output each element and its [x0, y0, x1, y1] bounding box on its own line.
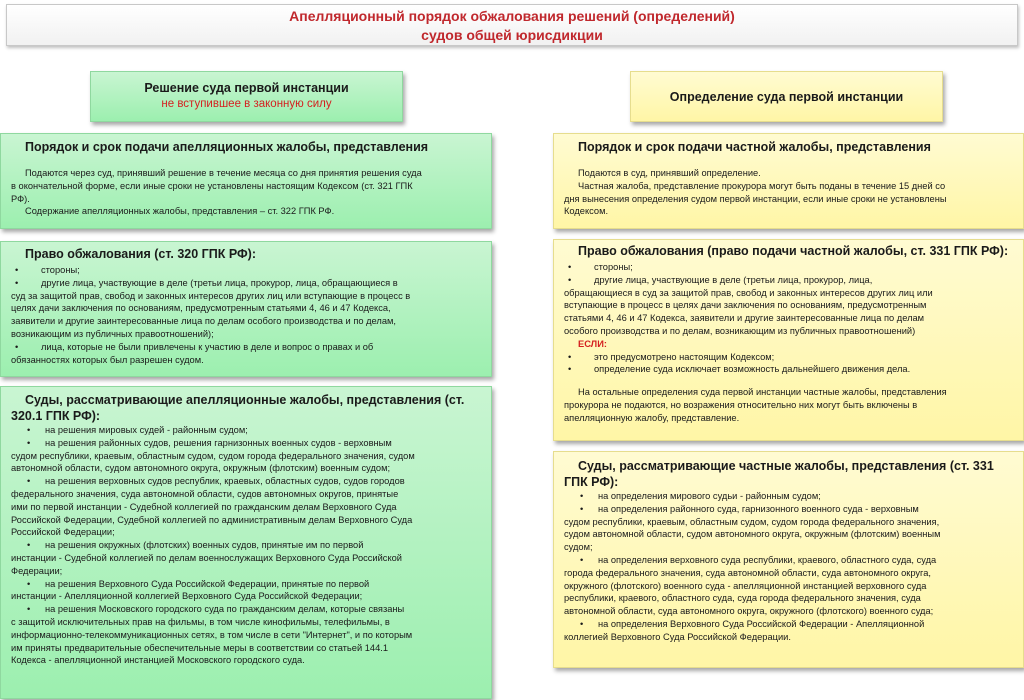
heading-line: Суды, рассматривающие апелляционные жалобы, представления (ст.	[25, 393, 465, 407]
text-line: обязанностях которых был разрешен судом.	[11, 354, 204, 365]
text-line: Российской Федерации, Судебной коллегией по административным делам Верховного Суда	[11, 514, 413, 525]
left-courts-box	[0, 386, 492, 699]
text-line: Федерации;	[11, 565, 63, 576]
list-item: • стороны;	[564, 261, 1013, 274]
right-order-heading: Порядок и срок подачи частной жалобы, представления	[578, 140, 931, 154]
right-order-text	[564, 167, 1013, 218]
text-line: Частная жалоба, представление прокурора могут быть поданы в течение 15 дней со	[578, 180, 946, 191]
list-item: • на определения районного суда, гарнизонного военного суда - верховным	[564, 503, 1013, 516]
text-line: автономной области, суда автономного округа, окружного (флотского) военного суда;	[564, 606, 934, 617]
right-courts-heading	[564, 458, 1013, 490]
heading-line: Суды, рассматривающие частные жалобы, представления (ст. 331	[578, 459, 994, 473]
text-line: с защитой исключительных прав на фильмы, в том числе кинофильмы, телефильмы, в	[11, 616, 390, 627]
text-line: Содержание апелляционных жалобы, представления – ст. 322 ГПК РФ.	[25, 206, 335, 217]
left-courts-heading	[11, 392, 481, 424]
text-line: апелляционную жалобу, представление.	[564, 412, 740, 423]
left-right-list	[11, 264, 481, 366]
text-line: им приняты предварительные обеспечительные меры в соответствии со статьей 144.1	[11, 642, 388, 653]
text-line: суд за защитой прав, свобод и законных интересов других лиц или вступающие в процесс в	[11, 290, 411, 301]
right-header-title: Определение суда первой инстанции	[669, 90, 904, 104]
right-courts-list	[564, 490, 1013, 644]
page-title	[6, 4, 1018, 46]
bullet-icon: •	[568, 364, 572, 375]
bullet-icon: •	[580, 491, 584, 501]
bullet-icon: •	[27, 578, 31, 589]
text-line: города федерального значения, суда автономной области, суда автономного округа,	[564, 567, 931, 578]
list-item: • на решения окружных (флотских) военных судов, принятые им по первой	[11, 539, 481, 552]
bullet-icon: •	[27, 540, 31, 551]
page-title-line-1: Апелляционный порядок обжалования решений (определений)	[289, 8, 735, 24]
bullet-icon: •	[27, 604, 31, 615]
text-line: вступающие в процесс в целях дачи заключения по основаниям, предусмотренным	[564, 300, 927, 311]
list-item: • на определения мирового судьи - районным судом;	[564, 490, 1013, 503]
text-line: Кодексом.	[564, 206, 609, 217]
text-line: целях дачи заключения по основаниям, предусмотренным статьями 4, 46 и 47 Кодекса,	[11, 303, 391, 314]
text-line: ими по первой инстанции - Судебной коллегией по гражданским делам Верховного Суда	[11, 501, 397, 512]
right-right-list	[564, 261, 1013, 425]
heading-line: ГПК РФ):	[564, 475, 619, 489]
list-item: • стороны;	[11, 264, 481, 277]
left-right-heading: Право обжалования (ст. 320 ГПК РФ):	[25, 247, 256, 261]
text-line: автономной области, судом автономного округа, окружным (флотским) военным судом;	[11, 463, 391, 474]
text-line: судом автономной области, судом автономного округа, окружным (флотским) военным	[564, 529, 941, 540]
list-item: • на определения верховного суда республики, краевого, областного суда, суда	[564, 554, 1013, 567]
bullet-icon: •	[15, 341, 19, 352]
text-line: дня вынесения определения судом первой инстанции, если иные сроки не установлены	[564, 193, 947, 204]
text-line: Подаются через суд, принявший решение в течение месяца со дня принятия решения суда	[25, 168, 422, 178]
left-order-box	[0, 133, 492, 229]
bullet-icon: •	[27, 437, 31, 448]
list-item: • на решения верховных судов республик, краевых, областных судов, судов городов	[11, 475, 481, 488]
bullet-icon: •	[27, 425, 31, 435]
page-title-line-2: судов общей юрисдикции	[421, 27, 603, 43]
bullet-icon: •	[568, 262, 572, 272]
bullet-icon: •	[580, 618, 584, 629]
text-line: федерального значения, суда автономной области, судов автономных округов, принятые	[11, 488, 399, 499]
bullet-icon: •	[580, 503, 584, 514]
text-line: инстанции - Судебной коллегией по делам военнослужащих Верховного Суда Российской	[11, 552, 402, 563]
list-item: • на решения Верховного Суда Российской Федерации, принятые по первой	[11, 578, 481, 591]
text-line: особого производства и по делам, возникающим из публичных правоотношений)	[564, 325, 916, 336]
list-item: • на решения Московского городского суда по гражданским делам, которые связаны	[11, 603, 481, 616]
text-line: в окончательной форме, если иные сроки не установлены настоящим Кодексом (ст. 321 ГПК	[11, 180, 413, 191]
left-courts-list	[11, 424, 481, 667]
list-item: • на решения районных судов, решения гарнизонных военных судов - верховным	[11, 437, 481, 450]
list-item: • другие лица, участвующие в деле (третьи лица, прокурор, лица, обращающиеся в	[11, 277, 481, 290]
text-line: статьями 4, 46 и 47 Кодекса, заявители и другие заинтересованные лица по делам	[564, 313, 925, 324]
right-right-heading: Право обжалования (право подачи частной жалобы, ст. 331 ГПК РФ):	[578, 244, 1009, 258]
left-header-subtitle: не вступившее в законную силу	[161, 98, 332, 110]
text-line: коллегией Верховного Суда Российской Федерации.	[564, 631, 791, 642]
text-line: прокурора не подаются, но возражения относительно них могут быть включены в	[564, 399, 918, 410]
text-line: возникающим из публичных правоотношений);	[11, 328, 214, 339]
text-line: Российской Федерации;	[11, 527, 115, 538]
bullet-icon: •	[15, 277, 19, 288]
list-item: • на решения мировых судей - районным судом;	[11, 424, 481, 437]
text-line: На остальные определения суда первой инстанции частные жалобы, представления	[578, 387, 947, 398]
list-item: • другие лица, участвующие в деле (третьи лица, прокурор, лица,	[564, 274, 1013, 287]
text-line: Подаются в суд, принявший определение.	[578, 168, 761, 178]
list-item: • это предусмотрено настоящим Кодексом;	[564, 351, 1013, 364]
if-label: ЕСЛИ:	[578, 338, 607, 349]
text-line: обращающиеся в суд за защитой прав, свобод и законных интересов других лиц или	[564, 287, 933, 298]
bullet-icon: •	[568, 351, 572, 362]
text-line: республики, краевого, областного суда, суда города федерального значения, суда	[564, 593, 921, 604]
heading-line: 320.1 ГПК РФ):	[11, 409, 101, 423]
text-line: судом республики, краевым, областным судом, судом города федерального значения, судом	[11, 450, 415, 461]
text-line: судом республики, краевым, областным судом, судом города федерального значения,	[564, 516, 940, 527]
left-header-box	[90, 71, 403, 122]
text-line: судом;	[564, 542, 593, 553]
right-courts-box	[553, 451, 1024, 668]
text-line: инстанции - Апелляционной коллегией Верховного Суда Российской Федерации;	[11, 591, 363, 602]
text-line: Кодекса - апелляционной инстанцией Московского городского суда.	[11, 655, 305, 666]
list-item: • на определения Верховного Суда Российской Федерации - Апелляционной	[564, 618, 1013, 631]
left-order-text	[11, 167, 481, 218]
bullet-icon: •	[568, 274, 572, 285]
bullet-icon: •	[580, 554, 584, 565]
text-line: окружного (флотского) военного суда - апелляционной инстанцией верховного суда	[564, 580, 927, 591]
text-line: заявители и другие заинтересованные лица по делам особого производства и по делам,	[11, 316, 396, 327]
left-order-heading: Порядок и срок подачи апелляционных жалобы, представления	[25, 140, 429, 154]
bullet-icon: •	[15, 265, 19, 275]
list-item: • определение суда исключает возможность дальнейшего движения дела.	[564, 363, 1013, 376]
bullet-icon: •	[27, 476, 31, 487]
list-item: • лица, которые не были привлечены к участию в деле и вопрос о правах и об	[11, 341, 481, 354]
text-line: информационно-телекоммуникационных сетях, в том числе в сети "Интернет", и по которым	[11, 629, 413, 640]
left-header-title: Решение суда первой инстанции	[144, 81, 349, 95]
left-right-box	[0, 241, 492, 377]
text-line: РФ).	[11, 193, 30, 204]
right-right-box	[553, 239, 1024, 441]
right-order-box	[553, 133, 1024, 229]
right-header-box	[630, 71, 943, 122]
